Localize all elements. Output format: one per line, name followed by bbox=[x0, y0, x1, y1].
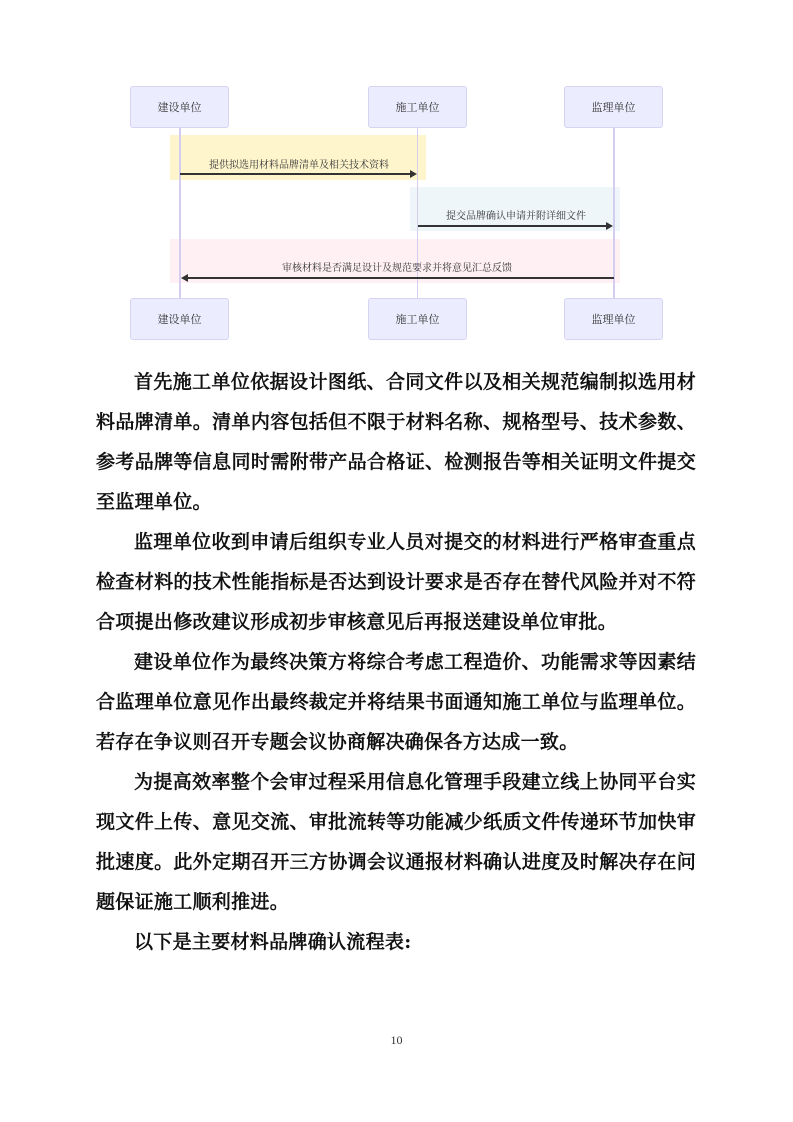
message-arrow-2 bbox=[418, 225, 606, 227]
paragraph-5: 以下是主要材料品牌确认流程表: bbox=[134, 931, 412, 953]
paragraph-2: 监理单位收到申请后组织专业人员对提交的材料进行严格审查重点检查材料的技术性能指标是否达到设计要求是否存在替代风险并对不符合项提出修改建议形成初步审核意见后再报送建设单位审批。 bbox=[96, 531, 696, 633]
actor-top-jianshe: 建设单位 bbox=[130, 86, 229, 128]
actor-top-shigong: 施工单位 bbox=[368, 86, 467, 128]
message-label-1: 提供拟选用材料品牌清单及相关技术资料 bbox=[209, 160, 389, 171]
actor-top-jianli: 监理单位 bbox=[564, 86, 663, 128]
message-arrow-1 bbox=[180, 173, 410, 175]
paragraph-4: 为提高效率整个会审过程采用信息化管理手段建立线上协同平台实现文件上传、意见交流、审批流转等功能减少纸质文件传递环节加快审批速度。此外定期召开三方协调会议通报材料确认进度及时解决存在问题保证施工顺利推进。 bbox=[96, 771, 696, 913]
message-label-3: 审核材料是否满足设计及规范要求并将意见汇总反馈 bbox=[282, 263, 512, 274]
actor-bottom-shigong: 施工单位 bbox=[368, 298, 467, 340]
page-number: 10 bbox=[390, 1033, 403, 1047]
actor-bottom-jianshe: 建设单位 bbox=[130, 298, 229, 340]
paragraph-3: 建设单位作为最终决策方将综合考虑工程造价、功能需求等因素结合监理单位意见作出最终裁定并将结果书面通知施工单位与监理单位。若存在争议则召开专题会议协商解决确保各方达成一致。 bbox=[96, 651, 696, 753]
arrow-head-right-icon bbox=[606, 222, 613, 230]
actor-bottom-jianli: 监理单位 bbox=[564, 298, 663, 340]
paragraph-1: 首先施工单位依据设计图纸、合同文件以及相关规范编制拟选用材料品牌清单。清单内容包括但不限于材料名称、规格型号、技术参数、参考品牌等信息同时需附带产品合格证、检测报告等相关证明文件提交至监理单位。 bbox=[96, 371, 696, 513]
sequence-diagram bbox=[0, 0, 793, 350]
arrow-head-right-icon bbox=[410, 170, 417, 178]
document-body bbox=[96, 362, 696, 962]
message-arrow-3 bbox=[188, 277, 614, 279]
message-label-2: 提交品牌确认申请并附详细文件 bbox=[446, 211, 586, 222]
arrow-head-left-icon bbox=[181, 274, 188, 282]
